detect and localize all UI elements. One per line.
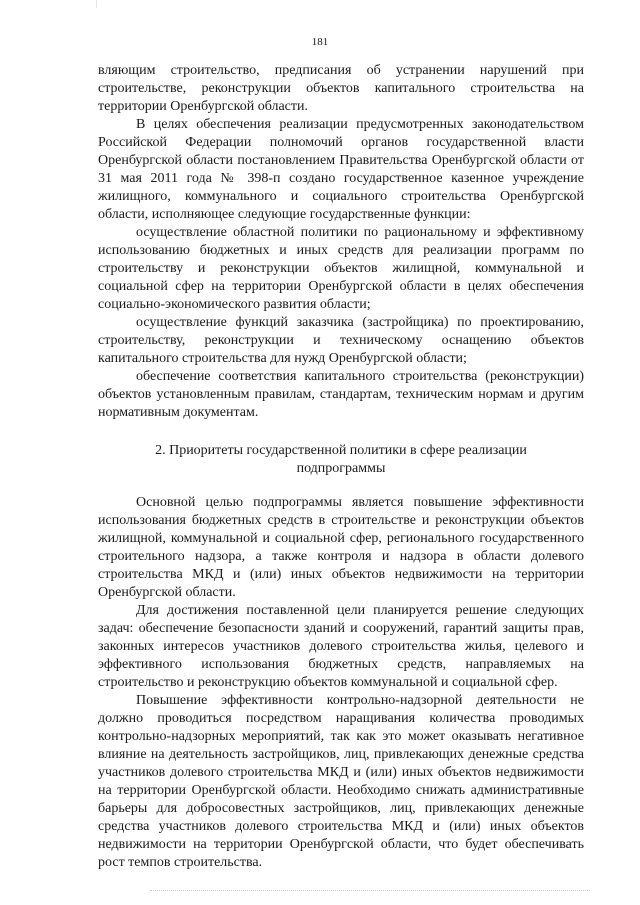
section-heading-line-2: подпрограммы: [296, 461, 386, 476]
paragraph-function-customer: осуществление функций заказчика (застройщика) по проектированию, строительству, реконструкции и техническому оснащению объектов капитального строительства для нужд Оренбургской области;: [98, 315, 584, 366]
page-content: [98, 62, 584, 872]
paragraph-continuation: вляющим строительство, предписания об устранении нарушений при строительстве, реконструкции объектов капитального строительства на территории Оренбургской области.: [98, 63, 584, 114]
section-heading: [98, 442, 584, 478]
paragraph-efficiency: Повышение эффективности контрольно-надзорной деятельности не должно проводиться посредством наращивания количества проводимых контрольно-надзорных мероприятий, так как это может оказывать негативное влияние на деятельность застройщиков, лиц, привлекающих денежные средства участников долевого строительства МКД и (или) иных объектов недвижимости на территории Оренбургской области. Необходимо снижать административные барьеры для добросовестных застройщиков, лиц, привлекающих денежные средства участников долевого строительства МКД и (или) иных объектов недвижимости на территории Оренбургской области, что будет обеспечивать рост темпов строительства.: [98, 693, 584, 870]
paragraph-function-compliance: обеспечение соответствия капитального строительства (реконструкции) объектов установленным правилам, стандартам, техническим нормам и другим нормативным документам.: [98, 369, 584, 420]
paragraph-main-goal: Основной целью подпрограммы является повышение эффективности использования бюджетных средств в строительстве и реконструкции объектов жилищной, коммунальной и социальной сфер, регионального государственного строительного надзора, а также контроля и надзора в области долевого строительства МКД и (или) иных объектов недвижимости на территории Оренбургской области.: [98, 495, 584, 600]
paragraph-function-policy: осуществление областной политики по рациональному и эффективному использованию бюджетных и иных средств для реализации программ по строительству и реконструкции объектов жилищной, коммунальной и социальной сфер на территории Оренбургской области в целях обеспечения социально-экономического развития области;: [98, 225, 584, 312]
scan-edge-mark: [96, 0, 97, 8]
section-heading-line-1: 2. Приоритеты государственной политики в сфере реализации: [155, 443, 527, 458]
page-number: 181: [311, 36, 329, 48]
paragraph-institution: В целях обеспечения реализации предусмотренных законодательством Российской Федерации полномочий органов государственной власти Оренбургской области постановлением Правительства Оренбургской области от 31 мая 2011 года № 398-п создано государственное казенное учреждение жилищного, коммунального и социального строительства Оренбургской области, исполняющее следующие государственные функции:: [98, 117, 584, 222]
scan-bottom-noise: [150, 890, 590, 894]
paragraph-tasks: Для достижения поставленной цели планируется решение следующих задач: обеспечение безопасности зданий и сооружений, гарантий защиты прав, законных интересов участников долевого строительства жилья, целевого и эффективного использования бюджетных средств, направляемых на строительство и реконструкцию объектов коммунальной и социальной сфер.: [98, 603, 584, 690]
